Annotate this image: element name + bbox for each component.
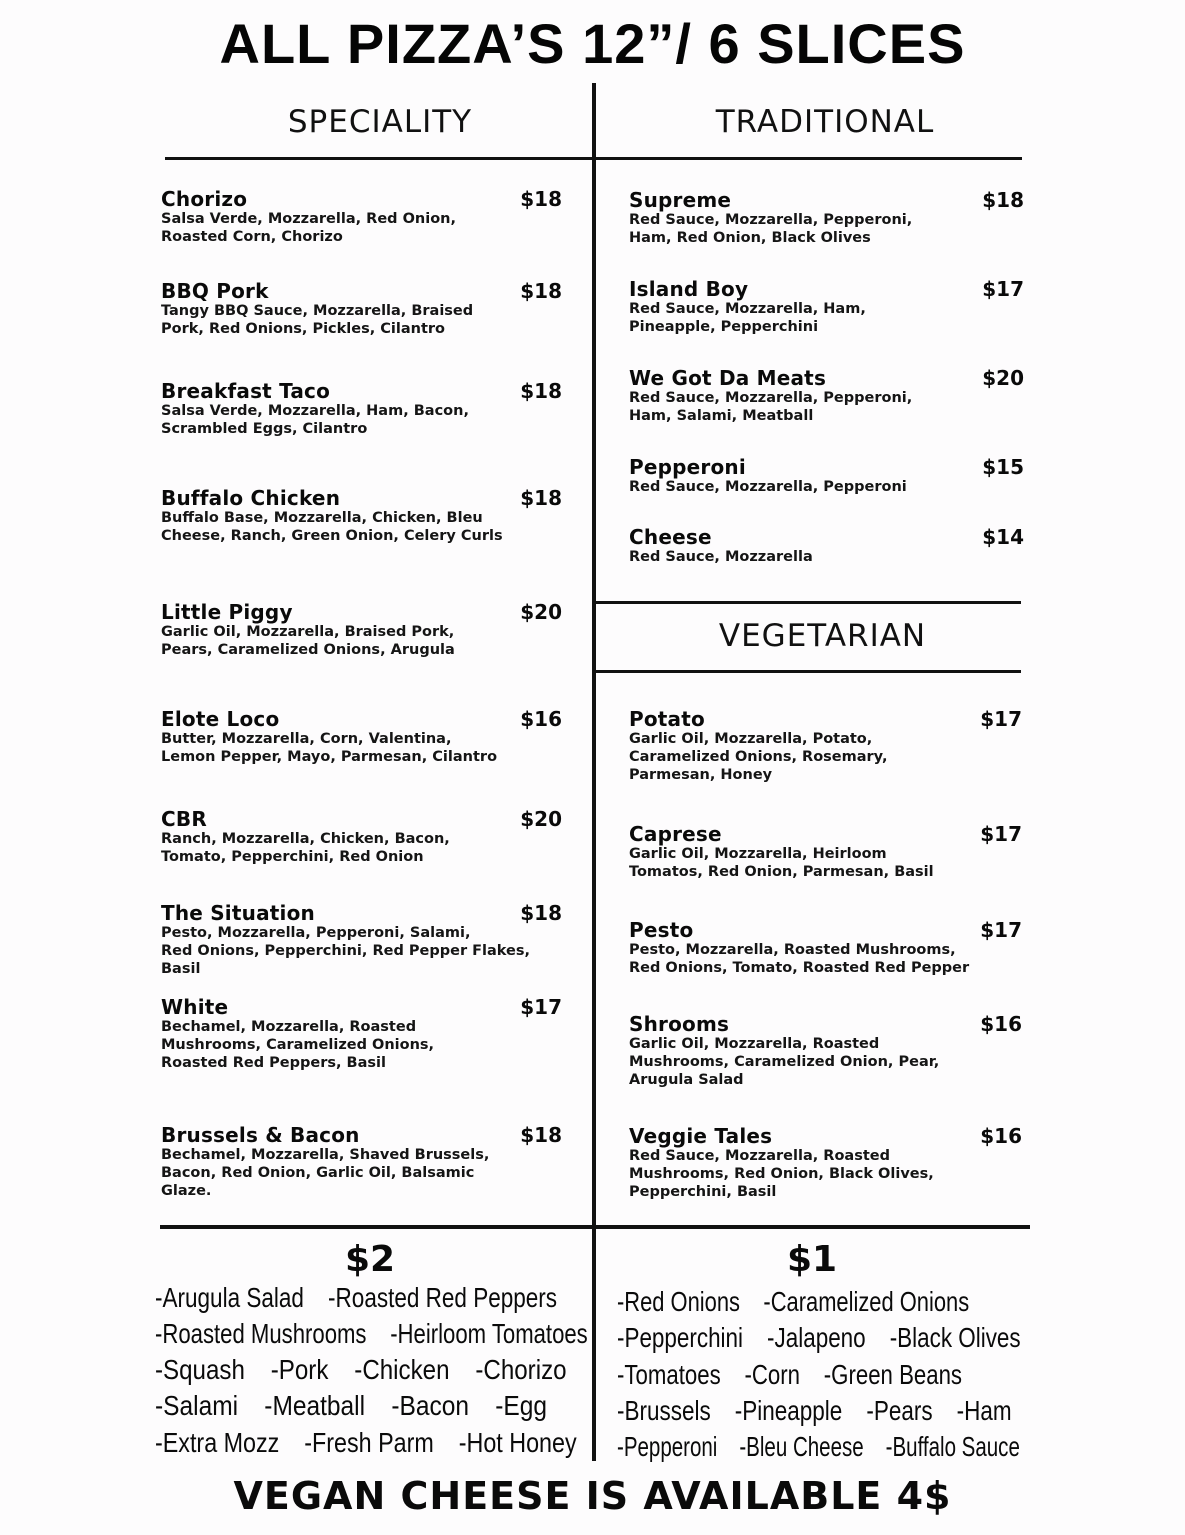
- menu-item: [161, 380, 562, 438]
- addon-item: -Roasted Red Peppers: [328, 1282, 558, 1313]
- menu-item: [629, 1125, 1022, 1201]
- menu-item-ingredients: Red Sauce, Mozzarella, Pepperoni: [629, 479, 907, 495]
- menu-item-ingredients: Buffalo Base, Mozzarella, Chicken, Bleu: [161, 510, 483, 526]
- menu-item-price: $17: [980, 918, 1022, 942]
- menu-item: [629, 1013, 1022, 1089]
- menu-item-price: $17: [980, 822, 1022, 846]
- menu-item: [161, 487, 562, 545]
- menu-item-ingredients: Parmesan, Honey: [629, 767, 773, 783]
- addon-item: -Squash: [155, 1354, 245, 1385]
- addon-row: [617, 1359, 962, 1391]
- section-title-speciality: SPECIALITY: [287, 104, 473, 140]
- addons-divider: [160, 1225, 1030, 1229]
- menu-item: [629, 367, 1024, 425]
- menu-item-name: Buffalo Chicken: [161, 486, 341, 510]
- menu-item-price: $17: [520, 995, 562, 1019]
- menu-item: [161, 808, 562, 866]
- menu-item-ingredients: Garlic Oil, Mozzarella, Roasted: [629, 1036, 880, 1052]
- menu-headline: ALL PIZZA’S 12”/ 6 SLICES: [219, 12, 966, 75]
- menu-item-name: Breakfast Taco: [161, 379, 331, 403]
- addon-item: -Buffalo Sauce: [885, 1431, 1020, 1462]
- addon-item: -Pepperchini: [617, 1322, 744, 1353]
- addon-item: -Salami: [155, 1390, 239, 1421]
- menu-item-ingredients: Red Sauce, Mozzarella, Ham,: [629, 301, 866, 317]
- addon-item: -Jalapeno: [767, 1322, 866, 1353]
- addon-row: [155, 1354, 567, 1386]
- menu-item-price: $20: [520, 807, 562, 831]
- menu-item-ingredients: Bechamel, Mozzarella, Shaved Brussels,: [161, 1147, 490, 1163]
- menu-item-name: Pesto: [629, 918, 694, 942]
- menu-item-price: $15: [982, 455, 1024, 479]
- menu-item: [161, 902, 562, 978]
- menu-item-price: $17: [982, 277, 1024, 301]
- menu-item-ingredients: Pepperchini, Basil: [629, 1184, 777, 1200]
- menu-item-ingredients: Garlic Oil, Mozzarella, Heirloom: [629, 846, 887, 862]
- menu-item-name: Caprese: [629, 822, 722, 846]
- addon-row: [617, 1431, 1020, 1463]
- menu-item-ingredients: Mushrooms, Caramelized Onions,: [161, 1037, 435, 1053]
- menu-item: [629, 526, 1024, 566]
- addon-item: -Meatball: [264, 1390, 366, 1421]
- menu-item-name: Veggie Tales: [629, 1124, 773, 1148]
- addon-item: -Caramelized Onions: [763, 1286, 970, 1317]
- vegetarian-top-divider: [596, 601, 1021, 604]
- menu-item-price: $16: [980, 1012, 1022, 1036]
- addon-item: -Heirloom Tomatoes: [390, 1318, 588, 1349]
- menu-item: [161, 188, 562, 246]
- menu-item-price: $17: [980, 707, 1022, 731]
- menu-item-ingredients: Arugula Salad: [629, 1072, 744, 1088]
- menu-item: [629, 456, 1024, 496]
- menu-item-price: $20: [520, 600, 562, 624]
- addon-item: -Bleu Cheese: [739, 1431, 864, 1462]
- menu-item-price: $18: [520, 901, 562, 925]
- menu-item-ingredients: Bacon, Red Onion, Garlic Oil, Balsamic: [161, 1165, 475, 1181]
- menu-item-name: Pepperoni: [629, 455, 746, 479]
- addon-item: -Tomatoes: [617, 1359, 721, 1390]
- addon-item: -Black Olives: [889, 1322, 1021, 1353]
- addon-item: -Corn: [744, 1359, 800, 1390]
- menu-item: [629, 919, 1022, 977]
- menu-item-ingredients: Tomatos, Red Onion, Parmesan, Basil: [629, 864, 934, 880]
- menu-item-ingredients: Red Sauce, Mozzarella: [629, 549, 813, 565]
- addon-item: -Ham: [956, 1395, 1012, 1426]
- vegetarian-bottom-divider: [596, 670, 1021, 673]
- column-divider: [592, 83, 596, 1461]
- menu-item-ingredients: Red Sauce, Mozzarella, Roasted: [629, 1148, 890, 1164]
- menu-item-price: $18: [520, 486, 562, 510]
- menu-item-ingredients: Ham, Red Onion, Black Olives: [629, 230, 871, 246]
- menu-item-ingredients: Pineapple, Pepperchini: [629, 319, 819, 335]
- menu-item-ingredients: Mushrooms, Caramelized Onion, Pear,: [629, 1054, 940, 1070]
- menu-item-price: $14: [982, 525, 1024, 549]
- menu-item-name: Potato: [629, 707, 705, 731]
- menu-item-name: Supreme: [629, 188, 732, 212]
- menu-item-price: $16: [520, 707, 562, 731]
- menu-item-ingredients: Lemon Pepper, Mayo, Parmesan, Cilantro: [161, 749, 498, 765]
- addon-row: [617, 1286, 969, 1318]
- addon-item: -Pork: [270, 1354, 329, 1385]
- addon-row: [617, 1395, 1012, 1427]
- section-title-vegetarian: VEGETARIAN: [718, 618, 927, 654]
- addon-price-1: $1: [786, 1239, 838, 1280]
- addon-row: [155, 1318, 588, 1350]
- menu-item-ingredients: Tangy BBQ Sauce, Mozzarella, Braised: [161, 303, 474, 319]
- addon-item: -Bacon: [391, 1390, 469, 1421]
- menu-item-ingredients: Ham, Salami, Meatball: [629, 408, 814, 424]
- menu-item-price: $18: [982, 188, 1024, 212]
- menu-item-name: Island Boy: [629, 277, 749, 301]
- addon-row: [617, 1322, 1021, 1354]
- menu-item-price: $20: [982, 366, 1024, 390]
- menu-item-ingredients: Cheese, Ranch, Green Onion, Celery Curls: [161, 528, 503, 544]
- addon-item: -Extra Mozz: [155, 1427, 280, 1458]
- menu-item-ingredients: Butter, Mozzarella, Corn, Valentina,: [161, 731, 452, 747]
- menu-item-name: CBR: [161, 807, 207, 831]
- menu-item-name: BBQ Pork: [161, 279, 269, 303]
- menu-item-price: $18: [520, 379, 562, 403]
- addon-item: -Chicken: [354, 1354, 450, 1385]
- menu-item-ingredients: Garlic Oil, Mozzarella, Potato,: [629, 731, 873, 747]
- menu-item-ingredients: Salsa Verde, Mozzarella, Red Onion,: [161, 211, 457, 227]
- menu-item-name: Brussels & Bacon: [161, 1123, 360, 1147]
- vegan-cheese-note: VEGAN CHEESE IS AVAILABLE 4$: [233, 1474, 952, 1518]
- menu-item: [629, 823, 1022, 881]
- menu-item-price: $18: [520, 1123, 562, 1147]
- menu-item-ingredients: Roasted Red Peppers, Basil: [161, 1055, 386, 1071]
- menu-item-name: Shrooms: [629, 1012, 730, 1036]
- menu-item-ingredients: Garlic Oil, Mozzarella, Braised Pork,: [161, 624, 455, 640]
- addon-item: -Egg: [495, 1390, 547, 1421]
- menu-item-ingredients: Roasted Corn, Chorizo: [161, 229, 343, 245]
- addon-item: -Chorizo: [475, 1354, 567, 1385]
- menu-item-name: Elote Loco: [161, 707, 280, 731]
- menu-item-ingredients: Pesto, Mozzarella, Pepperoni, Salami,: [161, 925, 471, 941]
- menu-item-ingredients: Pork, Red Onions, Pickles, Cilantro: [161, 321, 446, 337]
- menu-item-price: $18: [520, 279, 562, 303]
- section-title-traditional: TRADITIONAL: [715, 104, 935, 140]
- addon-price-2: $2: [344, 1239, 396, 1280]
- addon-item: -Hot Honey: [458, 1427, 577, 1458]
- menu-item-price: $18: [520, 187, 562, 211]
- addon-row: [155, 1390, 547, 1422]
- menu-item-ingredients: Pesto, Mozzarella, Roasted Mushrooms,: [629, 942, 956, 958]
- menu-item: [161, 708, 562, 766]
- menu-item-ingredients: Red Onions, Tomato, Roasted Red Pepper: [629, 960, 970, 976]
- menu-item: [629, 278, 1024, 336]
- menu-item-ingredients: Red Sauce, Mozzarella, Pepperoni,: [629, 212, 913, 228]
- menu-item: [161, 280, 562, 338]
- addon-item: -Roasted Mushrooms: [155, 1318, 367, 1349]
- menu-item-name: White: [161, 995, 229, 1019]
- addon-item: -Arugula Salad: [155, 1282, 304, 1313]
- menu-item-ingredients: Bechamel, Mozzarella, Roasted: [161, 1019, 417, 1035]
- menu-item-ingredients: Caramelized Onions, Rosemary,: [629, 749, 888, 765]
- addon-item: -Green Beans: [823, 1359, 963, 1390]
- menu-item-price: $16: [980, 1124, 1022, 1148]
- menu-item-ingredients: Red Onions, Pepperchini, Red Pepper Flakes,: [161, 943, 531, 959]
- menu-item-name: The Situation: [161, 901, 315, 925]
- menu-item: [161, 601, 562, 659]
- menu-item-name: Little Piggy: [161, 600, 293, 624]
- addon-item: -Brussels: [617, 1395, 711, 1426]
- menu-item-name: We Got Da Meats: [629, 366, 827, 390]
- menu-item: [161, 996, 562, 1072]
- menu-item-ingredients: Scrambled Eggs, Cilantro: [161, 421, 368, 437]
- menu-item-ingredients: Glaze.: [161, 1183, 212, 1199]
- menu-item: [629, 189, 1024, 247]
- menu-item-name: Chorizo: [161, 187, 248, 211]
- menu-item: [161, 1124, 562, 1200]
- addon-item: -Fresh Parm: [304, 1427, 434, 1458]
- addon-item: -Red Onions: [617, 1286, 740, 1317]
- menu-item-ingredients: Basil: [161, 961, 201, 977]
- menu-item-ingredients: Ranch, Mozzarella, Chicken, Bacon,: [161, 831, 450, 847]
- menu-item-ingredients: Mushrooms, Red Onion, Black Olives,: [629, 1166, 934, 1182]
- addon-row: [155, 1427, 577, 1459]
- menu-item: [629, 708, 1022, 784]
- addon-item: -Pineapple: [734, 1395, 843, 1426]
- addon-item: -Pepperoni: [617, 1431, 718, 1462]
- menu-item-name: Cheese: [629, 525, 712, 549]
- menu-item-ingredients: Tomato, Pepperchini, Red Onion: [161, 849, 424, 865]
- addon-item: -Pears: [866, 1395, 933, 1426]
- addon-row: [155, 1282, 557, 1314]
- menu-item-ingredients: Red Sauce, Mozzarella, Pepperoni,: [629, 390, 913, 406]
- menu-item-ingredients: Pears, Caramelized Onions, Arugula: [161, 642, 455, 658]
- menu-item-ingredients: Salsa Verde, Mozzarella, Ham, Bacon,: [161, 403, 469, 419]
